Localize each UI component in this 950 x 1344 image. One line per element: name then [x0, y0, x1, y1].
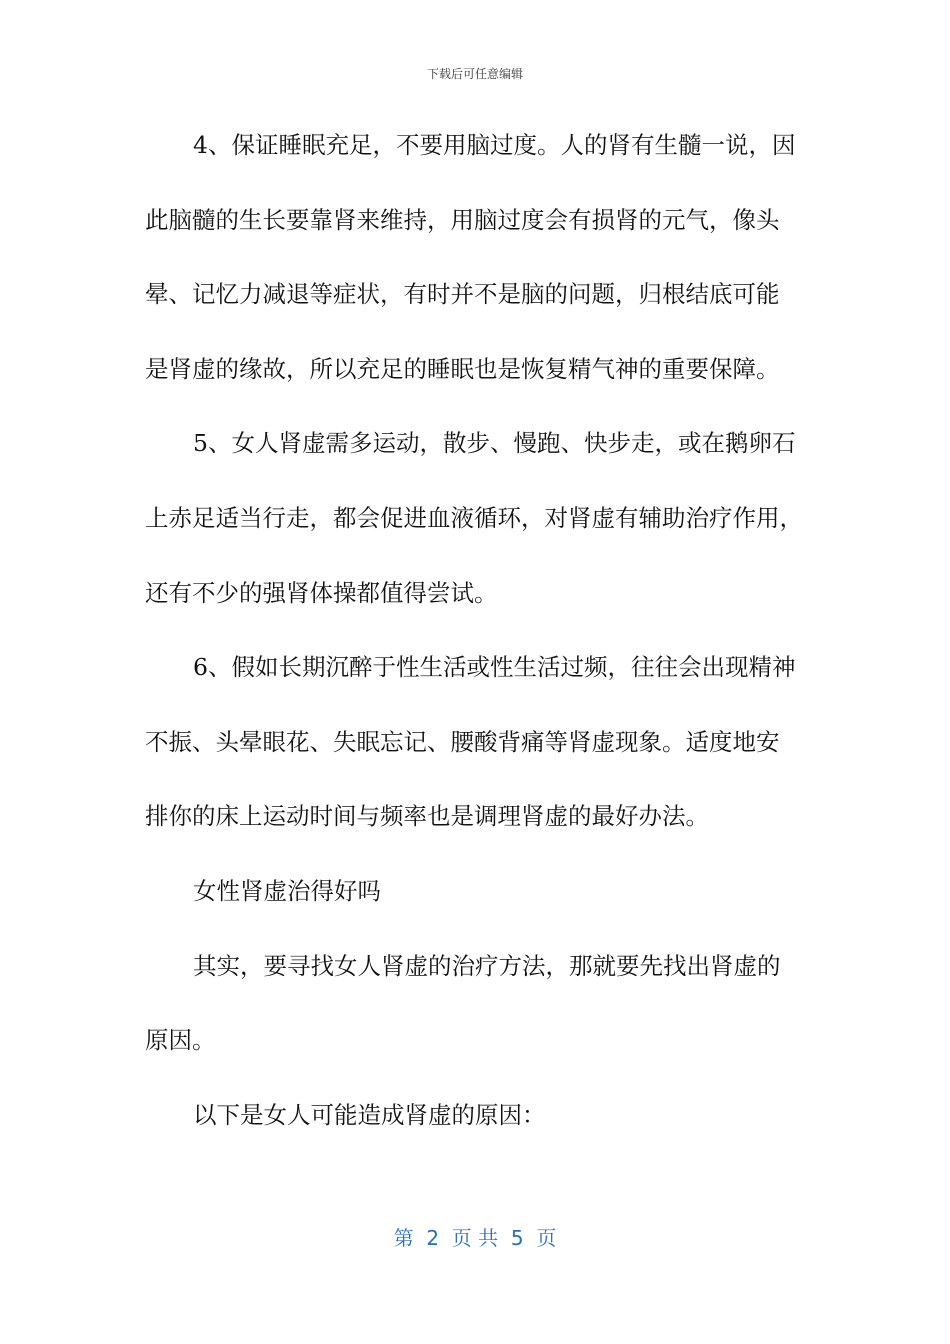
text-line: 此脑髓的生长要靠肾来维持，用脑过度会有损肾的元气，像头: [145, 205, 780, 234]
text-line: 4、保证睡眠充足，不要用脑过度。人的肾有生髓一说，因: [193, 131, 796, 159]
text-line: 6、假如长期沉醉于性生活或性生活过频，往往会出现精神: [193, 653, 796, 682]
document-body: [145, 127, 807, 1171]
text-line: 还有不少的强肾体操都值得尝试。: [145, 578, 498, 607]
text-line: 排你的床上运动时间与频率也是调理肾虚的最好办法。: [145, 802, 709, 831]
section-heading: 女性肾虚治得好吗: [193, 876, 381, 905]
text-line: 是肾虚的缘故，所以充足的睡眠也是恢复精气神的重要保障。: [145, 354, 780, 383]
page-header: 下载后可任意编辑: [426, 67, 523, 81]
text-line: 上赤足适当行走，都会促进血液循环，对肾虚有辅助治疗作用，: [145, 503, 803, 532]
text-line: 原因。: [145, 1026, 216, 1055]
text-line: 5、女人肾虚需多运动，散步、慢跑、快步走，或在鹅卵石: [193, 429, 796, 458]
text-line: 以下是女人可能造成肾虚的原因：: [193, 1100, 546, 1129]
page-number: 第 2 页 共 5 页: [393, 1226, 557, 1250]
text-line: 晕、记忆力减退等症状，有时并不是脑的问题，归根结底可能: [145, 280, 780, 309]
text-line: 其实，要寻找女人肾虚的治疗方法，那就要先找出肾虚的: [193, 951, 781, 980]
text-line: 不振、头晕眼花、失眠忘记、腰酸背痛等肾虚现象。适度地安: [145, 727, 780, 756]
